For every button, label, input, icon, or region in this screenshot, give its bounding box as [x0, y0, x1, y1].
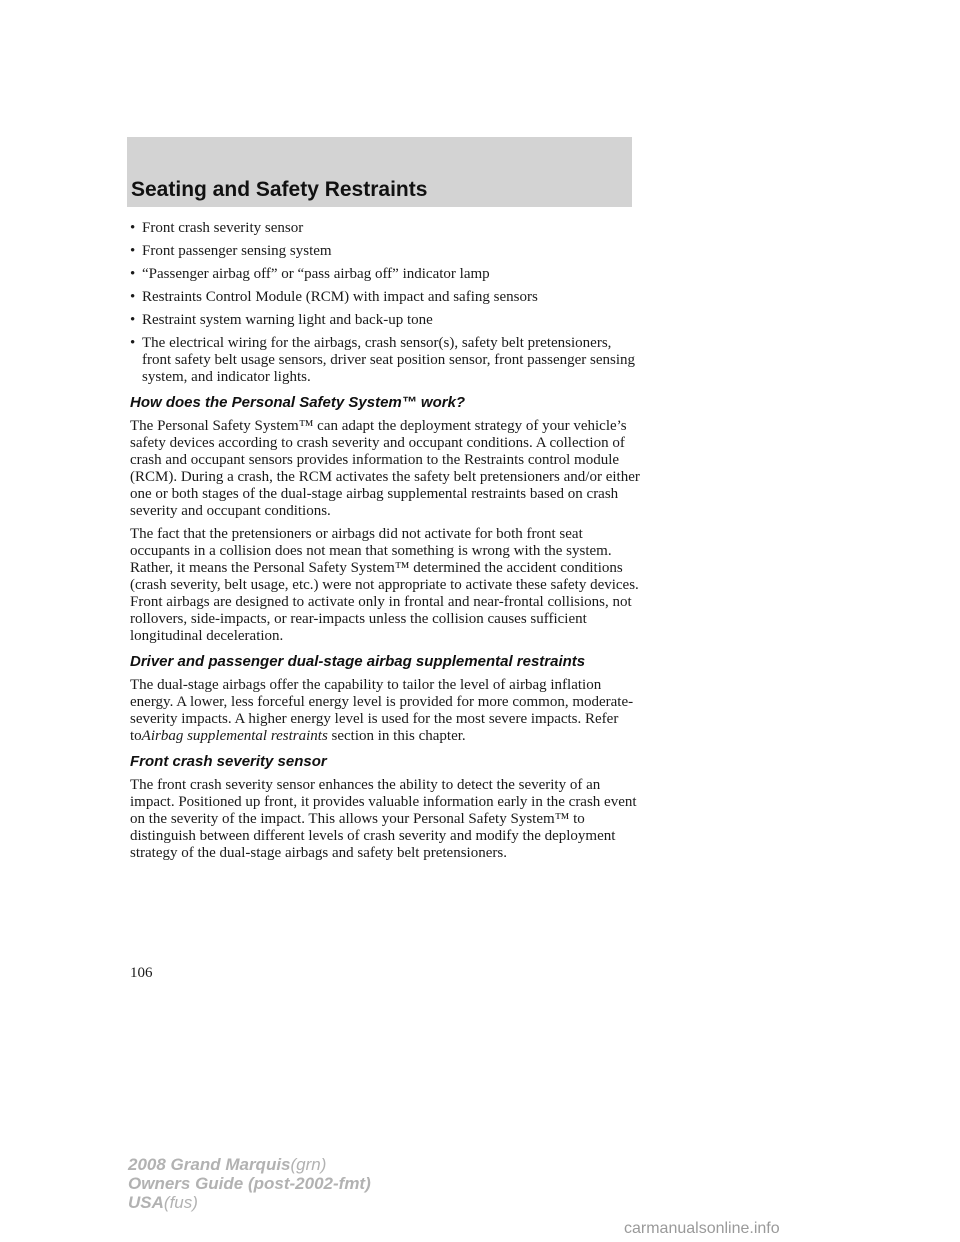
list-item: • Front crash severity sensor	[130, 220, 304, 236]
watermark: carmanualsonline.info	[624, 1220, 780, 1237]
list-item: • The electrical wiring for the airbags, crash sensor(s), safety belt pretensioners, front safety belt usage sensors, driver seat position sensor, front passenger sensing system, and indicator lights.	[130, 335, 636, 385]
cross-reference: Airbag supplemental restraints	[141, 728, 328, 744]
list-item: • Front passenger sensing system	[130, 243, 332, 259]
subheading-how-it-works: How does the Personal Safety System™ work?	[130, 394, 466, 411]
bullet-icon: •	[130, 220, 136, 236]
paragraph: The dual-stage airbags offer the capability to tailor the level of airbag inflation energy. A lower, less forceful energy level is provided for more common, moderate-severity impacts. A higher energy level is used for the most severe impacts. Refer toAirbag supplemental restraints section in this chapter.	[130, 677, 634, 744]
paragraph: The fact that the pretensioners or airbags did not activate for both front seat occupants in a collision does not mean that something is wrong with the system. Rather, it means the Personal Safety System™ determined the accident conditions (crash severity, belt usage, etc.) were not appropriate to activate these safety devices. Front airbags are designed to activate only in frontal and near-frontal collisions, not rollovers, side-impacts, or rear-impacts unless the collision causes sufficient longitudinal deceleration.	[130, 526, 639, 644]
bullet-icon: •	[130, 243, 136, 259]
list-item: • Restraints Control Module (RCM) with impact and safing sensors	[130, 289, 538, 305]
bullet-icon: •	[130, 266, 136, 282]
section-title: Seating and Safety Restraints	[131, 178, 428, 201]
paragraph: The Personal Safety System™ can adapt the deployment strategy of your vehicle’s safety devices according to crash severity and occupant conditions. A collection of crash and occupant sensors provides information to the Restraints control module (RCM). During a crash, the RCM activates the safety belt pretensioners and/or either one or both stages of the dual-stage airbag supplemental restraints based on crash severity and occupant conditions.	[130, 418, 640, 519]
list-item: • Restraint system warning light and back-up tone	[130, 312, 433, 328]
bullet-icon: •	[130, 312, 136, 328]
subheading-crash-severity-sensor: Front crash severity sensor	[130, 753, 327, 770]
document-footer: 2008 Grand Marquis(grn) Owners Guide (post-2002-fmt) USA(fus)	[128, 1155, 371, 1212]
paragraph: The front crash severity sensor enhances the ability to detect the severity of an impact. Positioned up front, it provides valuable information early in the crash event on the severity of the impact. This allows your Personal Safety System™ to distinguish between different levels of crash severity and modify the deployment strategy of the dual-stage airbags and safety belt pretensioners.	[130, 777, 637, 861]
page-content	[130, 220, 640, 868]
component-list	[130, 220, 640, 386]
bullet-icon: •	[130, 289, 136, 305]
bullet-icon: •	[130, 335, 136, 351]
page-number: 106	[130, 965, 153, 981]
list-item: • “Passenger airbag off” or “pass airbag off” indicator lamp	[130, 266, 490, 282]
subheading-dual-stage-airbags: Driver and passenger dual-stage airbag supplemental restraints	[130, 653, 586, 670]
